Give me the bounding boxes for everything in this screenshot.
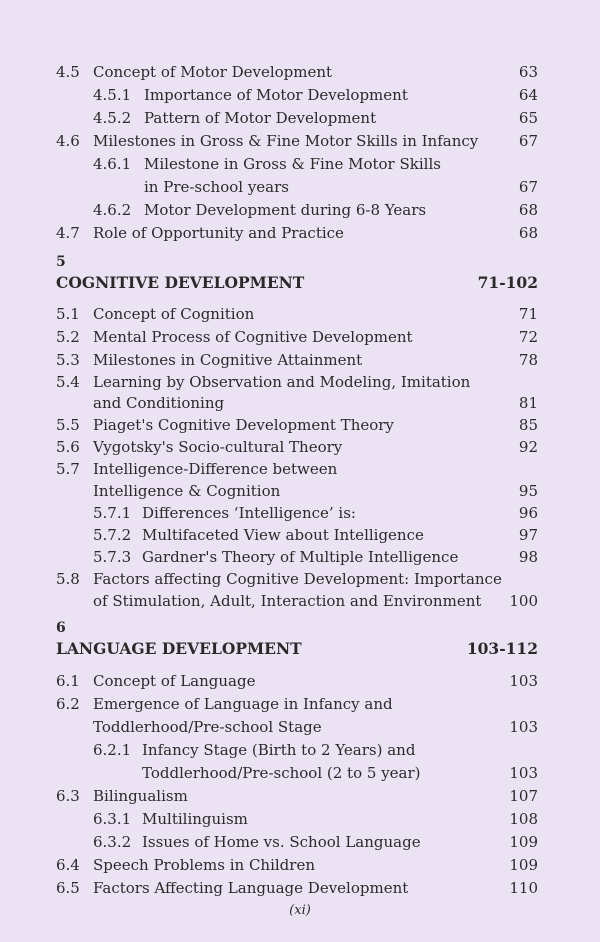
toc-entry: 6.3.1 Multilinguism 108 — [93, 810, 538, 828]
toc-entry: 4.5.2 Pattern of Motor Development 65 — [93, 109, 538, 127]
toc-entry: 6.3.2 Issues of Home vs. School Language 109 — [93, 833, 538, 851]
toc-entry: 5.4 Learning by Observation and Modeling, Imitation — [56, 373, 471, 391]
toc-entry: 4.6.1 Milestone in Gross & Fine Motor Skills — [93, 155, 441, 173]
toc-entry: 5.2 Mental Process of Cognitive Development 72 — [56, 328, 538, 346]
toc-entry: 6.1 Concept of Language 103 — [56, 672, 538, 690]
toc-entry-continued: Toddlerhood/Pre-school Stage 103 — [93, 718, 538, 736]
toc-entry: 6.2.1 Infancy Stage (Birth to 2 Years) and — [93, 741, 416, 759]
toc-entry-continued: Intelligence & Cognition 95 — [93, 482, 538, 500]
toc-entry: 4.7 Role of Opportunity and Practice 68 — [56, 224, 538, 242]
page-footer-number: (xi) — [289, 903, 311, 918]
chapter-page-range: 103-112 — [466, 639, 538, 658]
toc-entry-continued: in Pre-school years 67 — [144, 178, 538, 196]
toc-entry: 5.1 Concept of Cognition 71 — [56, 305, 538, 323]
toc-entry: 5.6 Vygotsky's Socio-cultural Theory 92 — [56, 438, 538, 456]
toc-entry: 5.7.1 Differences ‘Intelligence’ is: 96 — [93, 504, 538, 522]
chapter-title: COGNITIVE DEVELOPMENT — [56, 273, 305, 292]
chapter-number: 5 — [56, 254, 66, 270]
chapter-page-range: 71-102 — [477, 273, 538, 292]
toc-entry: 4.6 Milestones in Gross & Fine Motor Skills in Infancy 67 — [56, 132, 538, 150]
chapter-title: LANGUAGE DEVELOPMENT — [56, 639, 302, 658]
toc-entry: 4.6.2 Motor Development during 6-8 Years 68 — [93, 201, 538, 219]
toc-entry: 5.5 Piaget's Cognitive Development Theory 85 — [56, 416, 538, 434]
toc-entry: 6.4 Speech Problems in Children 109 — [56, 856, 538, 874]
toc-entry: 6.2 Emergence of Language in Infancy and — [56, 695, 393, 713]
toc-entry-continued: of Stimulation, Adult, Interaction and Environment 100 — [93, 592, 538, 610]
toc-entry: 5.7.3 Gardner's Theory of Multiple Intelligence 98 — [93, 548, 538, 566]
toc-entry: 4.5.1 Importance of Motor Development 64 — [93, 86, 538, 104]
toc-entry: 5.8 Factors affecting Cognitive Development: Importance — [56, 570, 502, 588]
toc-entry-continued: and Conditioning 81 — [93, 394, 538, 412]
toc-entry: 5.3 Milestones in Cognitive Attainment 78 — [56, 351, 538, 369]
toc-entry: 5.7.2 Multifaceted View about Intelligence 97 — [93, 526, 538, 544]
toc-entry-continued: Toddlerhood/Pre-school (2 to 5 year) 103 — [142, 764, 538, 782]
toc-entry: 6.5 Factors Affecting Language Development 110 — [56, 879, 538, 897]
chapter-number: 6 — [56, 620, 66, 636]
toc-entry: 4.5 Concept of Motor Development 63 — [56, 63, 538, 81]
toc-entry: 5.7 Intelligence-Difference between — [56, 460, 338, 478]
toc-entry: 6.3 Bilingualism 107 — [56, 787, 538, 805]
